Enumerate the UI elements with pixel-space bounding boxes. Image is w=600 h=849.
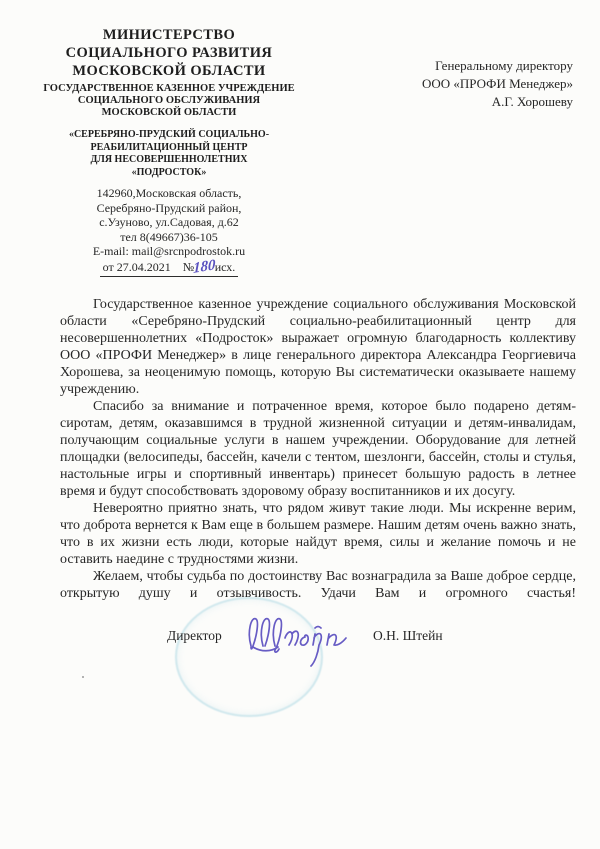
letterhead-block xyxy=(18,26,320,277)
scan-speck xyxy=(82,676,84,678)
addressee-block xyxy=(422,57,573,111)
institution-line: МОСКОВСКОЙ ОБЛАСТИ xyxy=(101,107,237,118)
paragraph-wishes: Желаем, чтобы судьба по достоинству Вас вознаградила за Ваше доброе сердце, открытую душу и отзывчивость. Удачи Вам и огромного счастья! xyxy=(60,569,576,601)
paragraph-kindness: Невероятно приятно знать, что рядом живут такие люди. Мы искренне верим, что доброта вернется к Вам еще в большем размере. Нашим детям очень важно знать, что в их жизни есть люди, которые найдут время, силы и желание помочь и не оставить наедине с трудностями жизни. xyxy=(60,501,576,567)
institution-line: ГОСУДАРСТВЕННОЕ КАЗЕННОЕ УЧРЕЖДЕНИЕ xyxy=(43,83,295,94)
paragraph-thanks: Спасибо за внимание и потраченное время, которое было подарено детям-сиротам, детям, оказавшимся в трудной жизненной ситуации и детям-инвалидам, получающим социальные услуги в нашем учреждении. Оборудование для летней площадки (велосипеды, бассейн, качели с тентом, шезлонги, бассейн, столы и стулья, настольные игры и спортивный инвентарь) принесет большую радость в летнее время и будут способствовать здоровому образу воспитанников и их досугу. xyxy=(60,399,576,499)
ref-number-sign: № xyxy=(182,259,195,274)
ministry-line: МИНИСТЕРСТВО xyxy=(102,27,236,43)
signer-name: О.Н. Штейн xyxy=(373,628,443,643)
postal-address-line: 142960,Московская область, xyxy=(96,186,242,200)
addressee-company: ООО «ПРОФИ Менеджер» xyxy=(421,76,573,91)
postal-address-line: с.Узуново, ул.Садовая, д.62 xyxy=(99,215,239,230)
ref-suffix: исх. xyxy=(214,259,236,274)
paragraph-gratitude: Государственное казенное учреждение социального обслуживания Московской области «Серебряно-Прудский социально-реабилитационный центр для несовершеннолетних «Подросток» выражает огромную благодарность коллективу ООО «ПРОФИ Менеджер» в лице генерального директора Александра Георгиевича Хорошева, за неоценимую помощь, которую Вы систематически оказываете нашему учреждению. xyxy=(60,297,576,397)
center-name-line: «СЕРЕБРЯНО-ПРУДСКИЙ СОЦИАЛЬНО- xyxy=(68,129,270,140)
ministry-line: МОСКОВСКОЙ ОБЛАСТИ xyxy=(72,63,266,79)
outgoing-ref-line xyxy=(18,257,320,277)
postal-address-line: Серебряно-Прудский район, xyxy=(96,200,242,215)
center-name-line: «ПОДРОСТОК» xyxy=(131,166,207,178)
email-line: E-mail: mail@srcnpodrostok.ru xyxy=(92,244,246,259)
phone-line: тел 8(49667)36-105 xyxy=(120,229,218,244)
institution-line: СОЦИАЛЬНОГО ОБСЛУЖИВАНИЯ xyxy=(77,95,261,106)
ref-number-handwritten: 180 xyxy=(193,257,216,277)
contact-block xyxy=(18,186,320,259)
center-name-line: ДЛЯ НЕСОВЕРШЕННОЛЕТНИХ xyxy=(90,154,248,165)
center-name xyxy=(18,129,320,179)
ministry-line: СОЦИАЛЬНОГО РАЗВИТИЯ xyxy=(65,45,273,61)
center-name-line: РЕАБИЛИТАЦИОННЫЙ ЦЕНТР xyxy=(90,141,248,153)
ministry-name xyxy=(18,26,320,80)
signer-title: Директор xyxy=(167,628,222,643)
handwritten-signature xyxy=(243,608,365,670)
addressee-position: Генеральному директору xyxy=(435,58,573,73)
institution-type xyxy=(18,83,320,119)
ref-date: от 27.04.2021 xyxy=(102,259,171,274)
outgoing-ref-underlined xyxy=(100,257,239,277)
addressee-name: А.Г. Хорошеву xyxy=(491,94,573,109)
letter-body xyxy=(60,296,576,602)
